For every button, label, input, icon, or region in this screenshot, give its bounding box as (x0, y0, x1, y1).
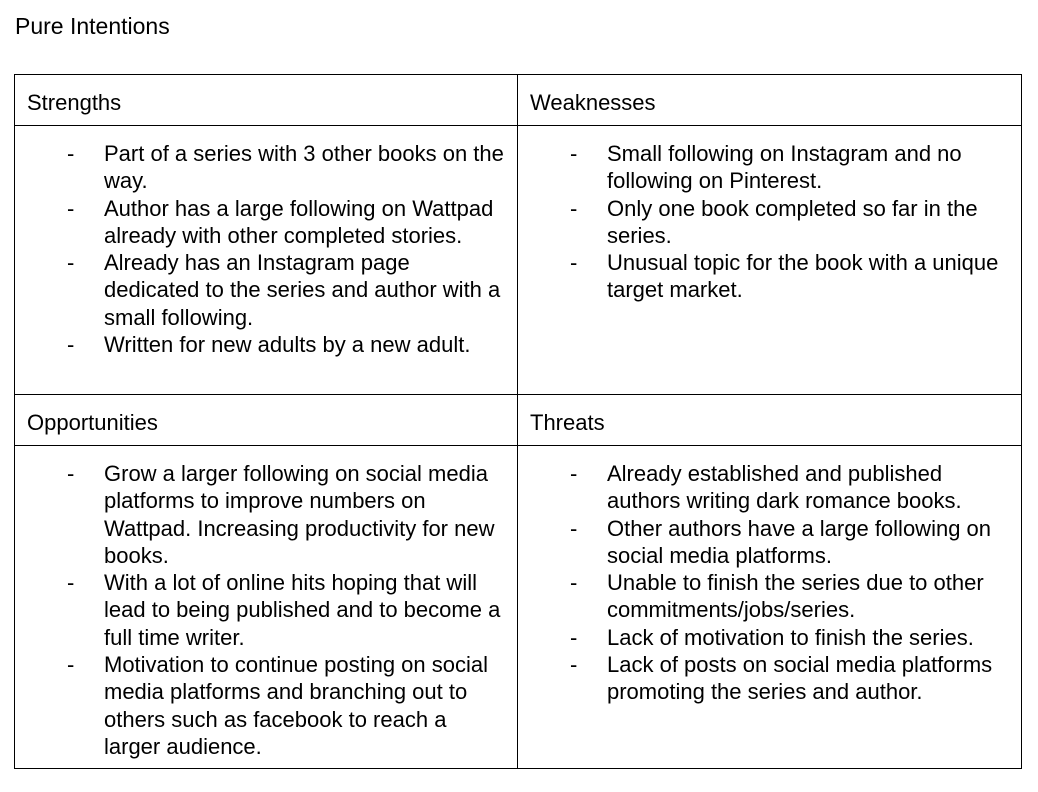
list-item (15, 249, 507, 331)
threats-heading: Threats (530, 410, 605, 435)
list-item-text: Unusual topic for the book with a unique target market. (607, 250, 999, 303)
list-item (15, 569, 507, 651)
opportunities-heading: Opportunities (27, 410, 158, 435)
swot-row-header-1 (15, 75, 1022, 126)
list-item-text: Lack of motivation to finish the series. (607, 624, 974, 650)
list-item-text: Lack of posts on social media platforms promoting the series and author. (607, 652, 993, 705)
weaknesses-list (518, 126, 1021, 312)
list-item-text: Unable to finish the series due to other commitments/jobs/series. (607, 570, 984, 623)
document-title: Pure Intentions (15, 13, 170, 39)
bullet-dash: - (67, 332, 75, 358)
bullet-dash: - (67, 570, 75, 596)
list-item-text: Part of a series with 3 other books on the way. (104, 141, 504, 194)
list-item (518, 249, 1011, 304)
bullet-dash: - (570, 461, 578, 486)
strengths-heading: Strengths (27, 90, 122, 115)
list-item (15, 140, 507, 195)
list-item-text: Already has an Instagram page dedicated to the series and author with a small following. (104, 250, 501, 330)
list-item-text: Grow a larger following on social media platforms to improve numbers on Wattpad. Increasing productivity for new books. (104, 461, 495, 568)
threats-header-cell (518, 395, 1022, 446)
list-item-text: Small following on Instagram and no following on Pinterest. (607, 141, 962, 194)
bullet-dash: - (570, 195, 578, 221)
bullet-dash: - (67, 250, 75, 276)
list-item-text: Author has a large following on Wattpad already with other completed stories. (104, 195, 494, 248)
bullet-dash: - (67, 461, 75, 486)
bullet-dash: - (570, 515, 578, 541)
list-item (518, 515, 1011, 570)
list-item (518, 195, 1011, 250)
weaknesses-heading: Weaknesses (530, 90, 656, 115)
list-item (518, 140, 1011, 195)
list-item-text: With a lot of online hits hoping that will lead to being published and to become a full time writer. (104, 570, 501, 650)
opportunities-list (15, 446, 517, 768)
strengths-list (15, 126, 517, 366)
list-item (15, 460, 507, 569)
bullet-dash: - (67, 652, 75, 678)
list-item-text: Written for new adults by a new adult. (104, 332, 471, 358)
swot-row-content-1 (15, 126, 1022, 395)
bullet-dash: - (570, 570, 578, 596)
bullet-dash: - (570, 624, 578, 650)
list-item-text: Only one book completed so far in the series. (607, 195, 978, 248)
bullet-dash: - (67, 195, 75, 221)
weaknesses-cell (518, 126, 1022, 395)
strengths-header-cell (15, 75, 518, 126)
list-item (15, 195, 507, 250)
bullet-dash: - (67, 141, 75, 166)
list-item-text: Motivation to continue posting on social media platforms and branching out to others such as facebook to reach a larger audience. (104, 652, 489, 759)
swot-row-header-2 (15, 395, 1022, 446)
swot-row-content-2 (15, 446, 1022, 769)
list-item (518, 460, 1011, 515)
threats-cell (518, 446, 1022, 769)
list-item (518, 569, 1011, 624)
opportunities-cell (15, 446, 518, 769)
bullet-dash: - (570, 141, 578, 166)
weaknesses-header-cell (518, 75, 1022, 126)
list-item-text: Already established and published authors writing dark romance books. (607, 461, 962, 514)
list-item-text: Other authors have a large following on social media platforms. (607, 515, 992, 568)
opportunities-header-cell (15, 395, 518, 446)
bullet-dash: - (570, 652, 578, 678)
list-item (518, 651, 1011, 706)
list-item (15, 331, 507, 358)
swot-table (14, 74, 1022, 769)
list-item (518, 624, 1011, 651)
strengths-cell (15, 126, 518, 395)
list-item (15, 651, 507, 760)
threats-list (518, 446, 1021, 714)
bullet-dash: - (570, 250, 578, 276)
